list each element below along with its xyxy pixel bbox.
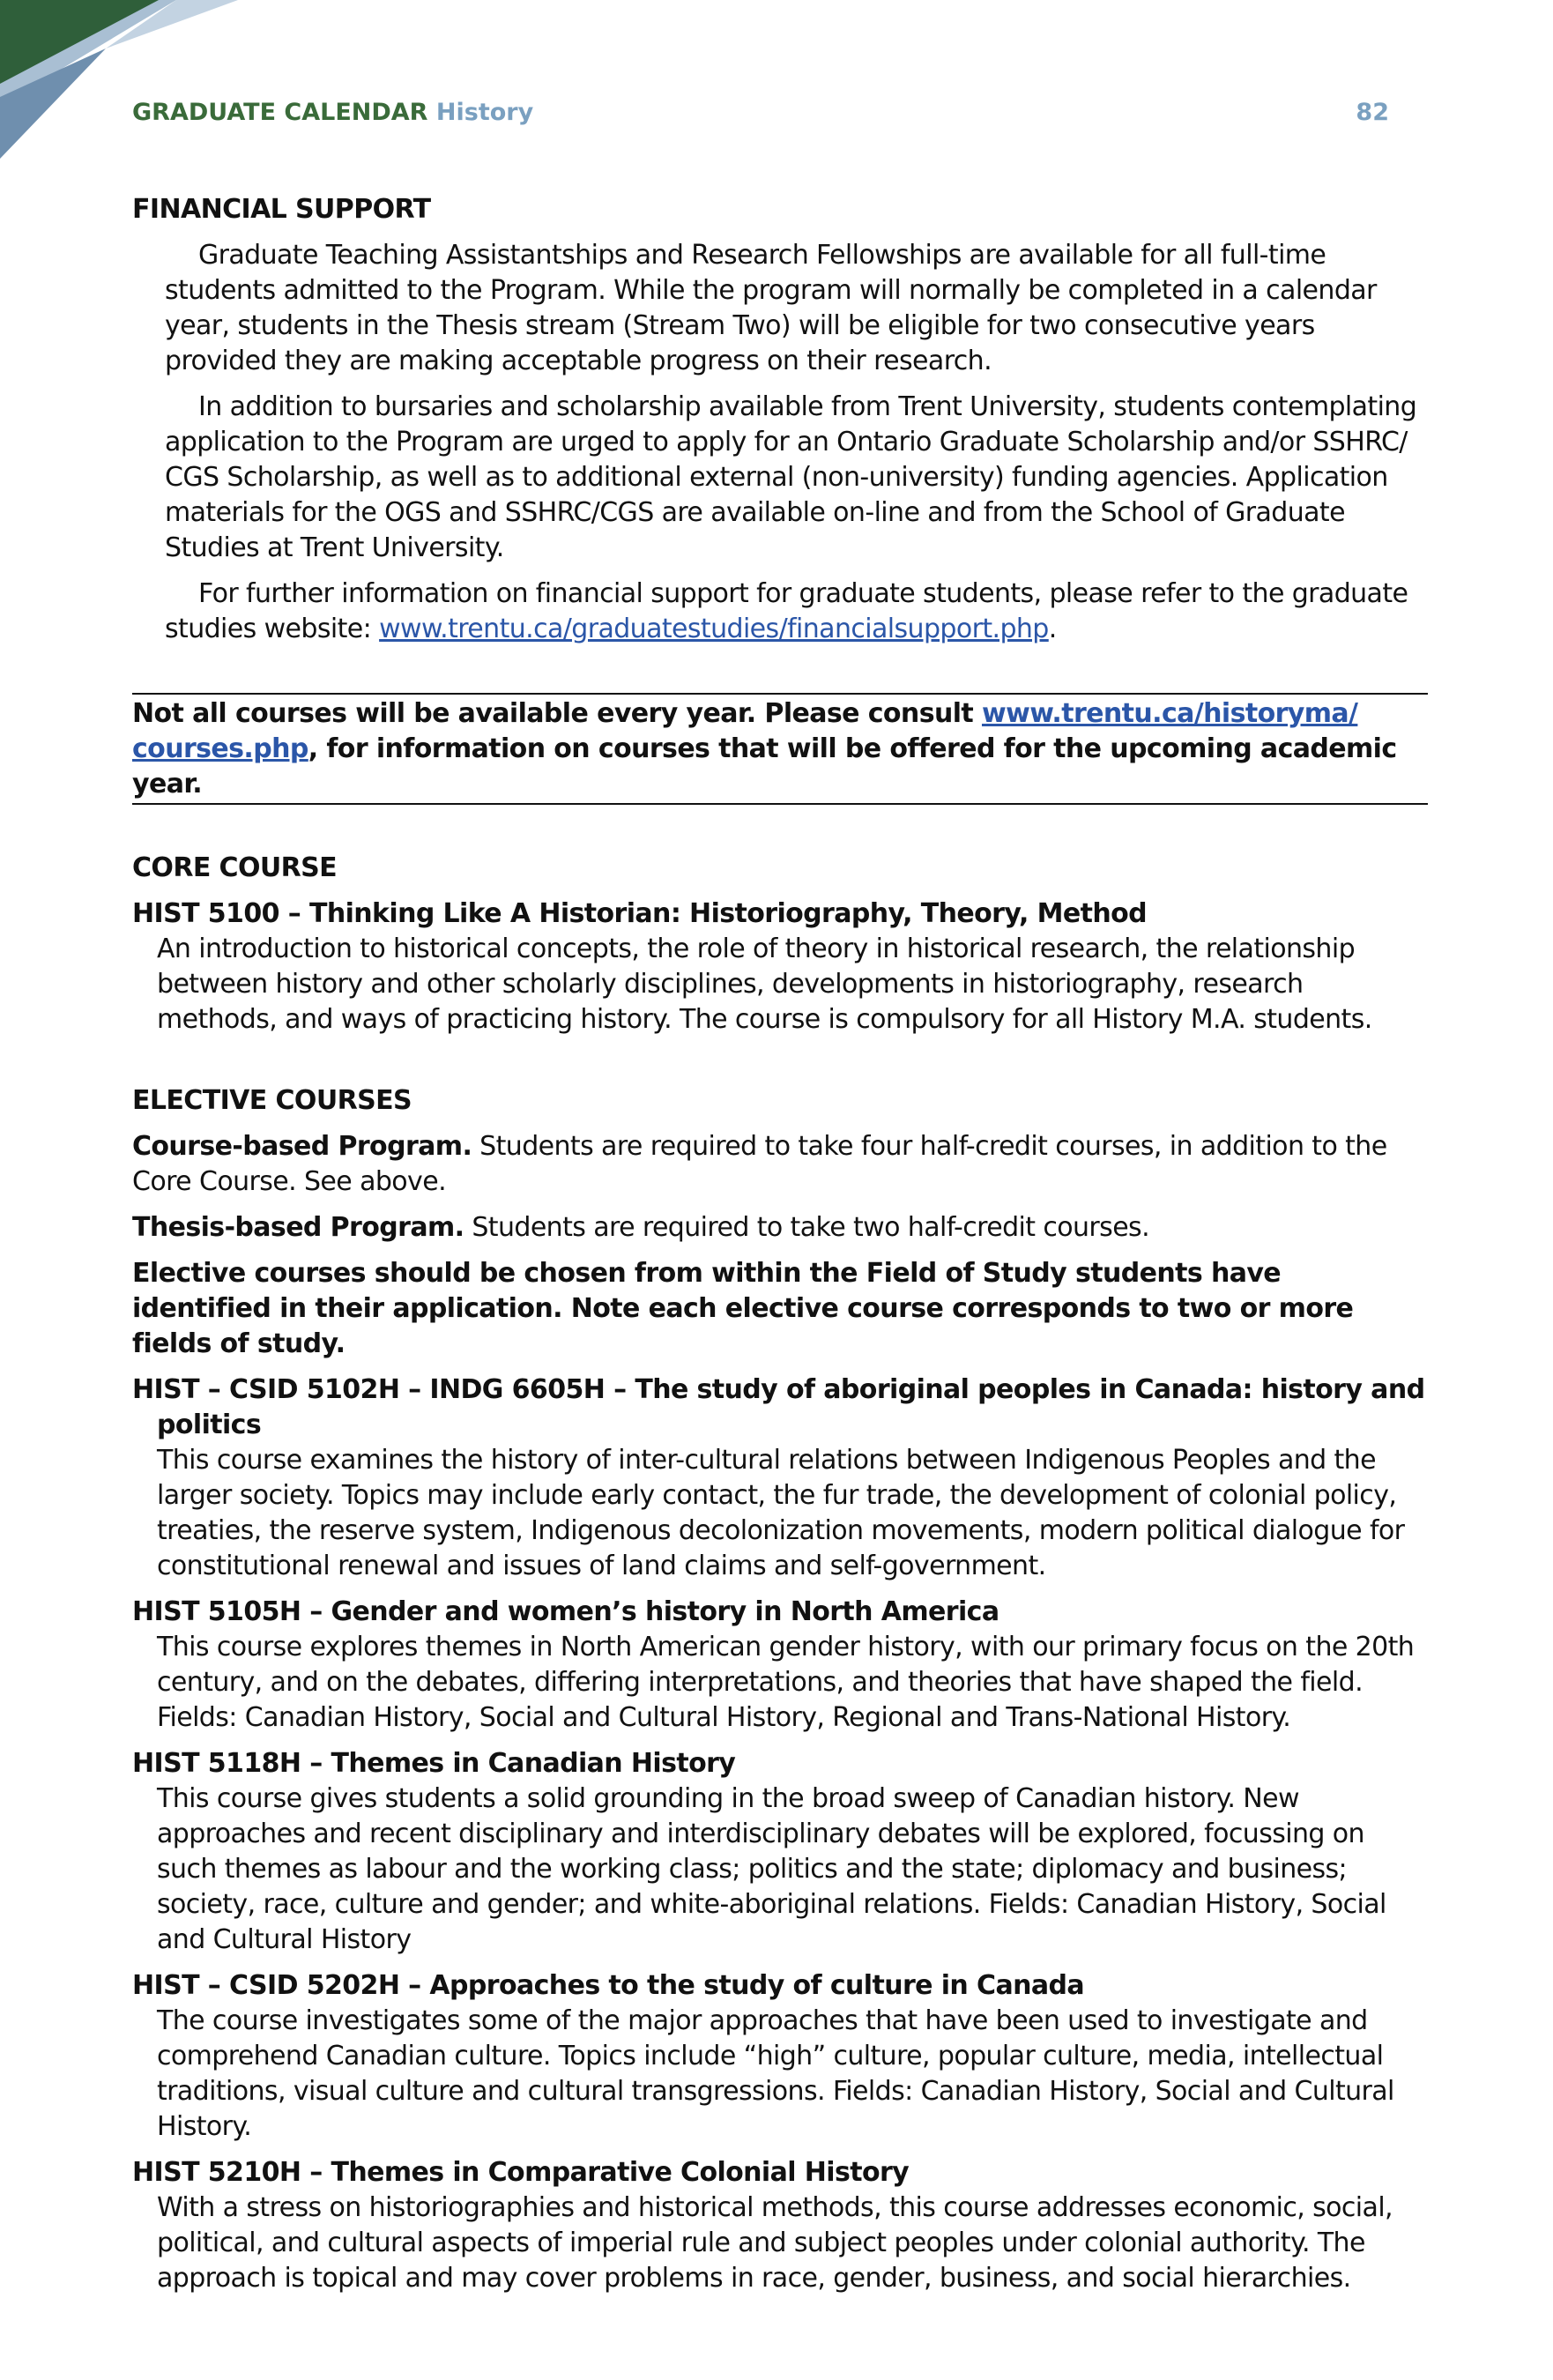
core-course-heading: CORE COURSE [132,852,338,883]
thesis-based-text: Students are required to take two half-credit courses. [464,1212,1150,1243]
elective-course-description: This course gives students a solid grounding in the broad sweep of Canadian history. New approaches and recent disciplinary and interdisciplinary debates will be explored, focussing on such themes as labour and the working class; politics and the state; diplomacy and business; society, race, culture and gender; and white-aboriginal relations. Fields: Canadian History, Social and Cultural History [157,1783,1386,1955]
elective-course-description: The course investigates some of the major approaches that have been used to investigate and comprehend Canadian culture. Topics include “high” culture, popular culture, media, intellectual traditions, visual culture and cultural transgressions. Fields: Canadian History, Social and Cultural History. [157,2005,1394,2142]
thesis-based-program [132,1210,1428,1246]
elective-course-description: This course explores themes in North American gender history, with our primary focus on the 20th century, and on the debates, differing interpretations, and theories that have shaped the field. Fields: Canadian History, Social and Cultural History, Regional and Trans-National History. [157,1632,1415,1733]
financial-support-heading: FINANCIAL SUPPORT [132,194,431,225]
core-course-title: HIST 5100 – Thinking Like A Historian: Historiography, Theory, Method [132,898,1147,929]
course-availability-notice [132,693,1428,805]
elective-course-title: HIST 5105H – Gender and women’s history in North America [132,1596,999,1627]
financial-paragraph-3-text: For further information on financial support for graduate students, please refer to the graduate studies website: [165,578,1408,644]
course-based-label: Course-based Program. [132,1131,472,1162]
financial-paragraph-3-end: . [1048,614,1057,644]
section-title: History [435,99,534,126]
elective-course-title: HIST – CSID 5102H – INDG 6605H – The study of aboriginal peoples in Canada: history and politics [132,1374,1425,1440]
elective-course-title: HIST – CSID 5202H – Approaches to the study of culture in Canada [132,1970,1085,2001]
notice-text-2: , for information on courses that will be offered for the upcoming academic year. [132,733,1397,800]
course-based-program [132,1129,1428,1200]
elective-note: Elective courses should be chosen from within the Field of Study students have identified in their application. Note each elective course corresponds to two or more fields of study. [132,1258,1354,1359]
thesis-based-label: Thesis-based Program. [132,1212,464,1243]
elective-course-description: This course examines the history of inter-cultural relations between Indigenous Peoples and the larger society. Topics may include early contact, the fur trade, the development of colonial policy, treaties, the reserve system, Indigenous decolonization movements, modern political dialogue for constitutional renewal and issues of land claims and self-government. [157,1445,1405,1581]
elective-course-description: With a stress on historiographies and historical methods, this course addresses economic, social, political, and cultural aspects of imperial rule and subject peoples under colonial authority. The approach is topical and may cover problems in race, gender, business, and social hierarchies. [157,2192,1393,2294]
core-course-description: An introduction to historical concepts, the role of theory in historical research, the relationship between history and other scholarly disciplines, developments in historiography, research methods, and ways of practicing history. The course is compulsory for all History M.A. students. [157,933,1372,1035]
page-number: 82 [1356,99,1389,126]
financial-paragraph-3 [165,576,1428,647]
financial-support-link[interactable]: www.trentu.ca/graduatestudies/financialsupport.php [379,614,1049,644]
course-based-text: Students are required to take four half-credit courses, in addition to the Core Course. See above. [132,1131,1387,1197]
financial-paragraph-1: Graduate Teaching Assistantships and Research Fellowships are available for all full-time students admitted to the Program. While the program will normally be completed in a calendar year, students in the Thesis stream (Stream Two) will be eligible for two consecutive years provided they are making acceptable progress on their research. [165,240,1377,376]
page-header [132,99,1389,126]
elective-course-title: HIST 5118H – Themes in Canadian History [132,1748,736,1779]
corner-decoration [0,0,247,159]
page-content [132,192,1428,2307]
calendar-title: GRADUATE CALENDAR [132,99,428,126]
elective-courses-heading: ELECTIVE COURSES [132,1085,412,1116]
courses-link[interactable]: www.trentu.ca/historyma/ courses.php [132,698,1358,764]
financial-paragraph-2: In addition to bursaries and scholarship available from Trent University, students contemplating application to the Program are urged to apply for an Ontario Graduate Scholarship and/or SSHRC/ CGS Scholarship, as well as to additional external (non-university) funding agencies. Application materials for the OGS and SSHRC/CGS are available on-line and from the School of Graduate Studies at Trent University. [165,391,1417,563]
elective-course-title: HIST 5210H – Themes in Comparative Colonial History [132,2157,910,2188]
notice-text-1: Not all courses will be available every year. Please consult [132,698,982,729]
